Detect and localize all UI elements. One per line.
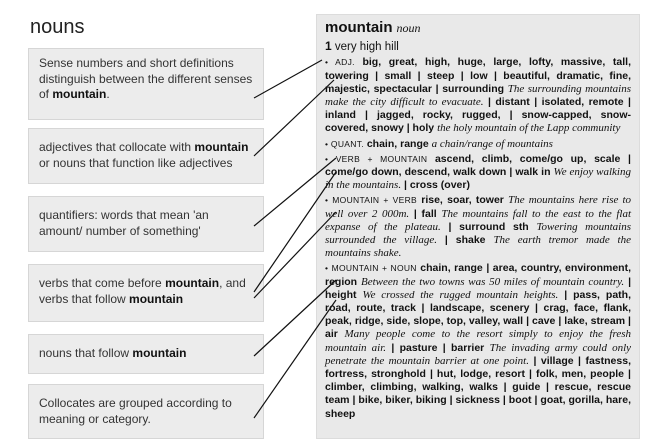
verb-mountain-collocates — [325, 153, 631, 193]
annotation-text: , and verbs that follow — [39, 276, 246, 306]
example-sentence: The invading army could only penetrate the mountain barrier at one point. — [325, 341, 632, 367]
annotation-box-grouping — [28, 384, 264, 439]
annotation-box-quantifiers — [28, 196, 264, 252]
annotation-bold: mountain — [194, 140, 249, 154]
dictionary-entry — [316, 14, 640, 439]
annotation-text: nouns that follow — [39, 346, 133, 360]
example-sentence: Towering mountains surrounded the village. — [325, 220, 631, 247]
collocate-list: | pasture | barrier — [391, 341, 485, 354]
mountain-noun-collocates — [325, 262, 631, 420]
example-sentence: a chain/range of mountains — [431, 137, 553, 150]
part-of-speech: noun — [396, 21, 421, 35]
annotation-text: or nouns that function like adjectives — [39, 155, 233, 170]
annotation-text: . — [106, 87, 110, 101]
group-label: • QUANT. — [325, 138, 364, 149]
entry-header — [325, 21, 631, 36]
connector-line — [254, 60, 322, 98]
group-label: • VERB + MOUNTAIN — [325, 153, 428, 164]
collocate-list: | height — [325, 275, 632, 301]
annotation-box-nouns — [28, 334, 264, 374]
annotation-text: Collocates are grouped according to meaning or category. — [39, 396, 232, 426]
annotation-text: verbs that come before — [39, 276, 166, 290]
collocate-list: | cross (over) — [404, 179, 470, 192]
example-sentence: The surrounding mountains make the city difficult to evacuate. — [325, 82, 632, 109]
group-label: • MOUNTAIN + NOUN — [325, 263, 417, 274]
sense-number: 1 — [325, 39, 332, 54]
annotation-text: quantifiers: words that mean 'an amount/ number of something' — [39, 208, 209, 238]
annotation-box-verbs — [28, 264, 264, 322]
headword: mountain — [325, 19, 393, 36]
mountain-verb-collocates — [325, 194, 631, 260]
annotation-bold: mountain — [129, 291, 184, 306]
quant-collocates — [325, 138, 631, 151]
example-sentence: The mountains here rise to well over 2 000m. — [325, 194, 632, 220]
example-sentence: The earth tremor made the mountains shake. — [325, 234, 631, 260]
annotation-bold: mountain — [165, 276, 220, 290]
collocate-list: | surround sth — [448, 220, 529, 233]
collocate-list: ascend, climb, come/go up, scale | come/go down, descend, walk down | walk in — [325, 152, 631, 179]
collocate-list: | distant | isolated, remote | inland | jagged, rocky, rugged, | snow-capped, snow-covered, snowy | holy — [325, 96, 631, 135]
collocate-list: | fall — [413, 207, 437, 220]
collocate-list: | shake — [444, 234, 486, 247]
annotation-bold: mountain — [132, 346, 187, 360]
sense-definition: very high hill — [334, 41, 399, 54]
annotation-box-senses — [28, 48, 264, 120]
collocate-list: | pass, path, road, route, track | landscape, scenery | crag, face, flank, peak, ridge, side, slope, top, valley, wall | cave | lake, stream | air — [325, 288, 631, 341]
annotation-box-adjectives — [28, 128, 264, 184]
example-sentence: Between the two towns was 50 miles of mountain country. — [361, 275, 625, 288]
collocate-list: big, great, high, huge, large, lofty, massive, tall, towering | small | steep | low | beautiful, dramatic, fine, majestic, spectacular | surrounding — [325, 56, 631, 95]
example-sentence: The mountains fall to the east to the flat expanse of the plateau. — [325, 207, 632, 233]
section-title: nouns — [30, 16, 85, 38]
annotation-text: Sense numbers and short definitions distinguish between the different senses of — [39, 56, 253, 101]
collocate-list: | village | fastness, fortress, stronghold | hut, lodge, resort | folk, men, people | climber, climbing, walking, walks | guide | rescue, rescue team | bike, biker, biking | sickness | boot | goat, gorilla, hare, sheep — [325, 354, 631, 420]
annotation-bold: mountain — [52, 87, 107, 101]
collocate-list: chain, range | area, country, environment, region — [325, 262, 631, 288]
annotation-text: adjectives that collocate with — [39, 140, 195, 154]
group-label: • ADJ. — [325, 57, 355, 68]
example-sentence: We crossed the rugged mountain heights. — [362, 288, 559, 301]
sense-line — [325, 40, 631, 54]
group-label: • MOUNTAIN + VERB — [325, 195, 417, 206]
example-sentence: Many people come to the resort simply to enjoy the fresh mountain air. — [325, 328, 631, 354]
adj-collocates — [325, 56, 631, 135]
example-sentence: the holy mountain of the Lapp community — [437, 122, 621, 135]
collocate-list: rise, soar, tower — [421, 194, 504, 207]
collocate-list: chain, range — [366, 137, 429, 150]
example-sentence: We enjoy walking in the mountains. — [325, 166, 631, 192]
